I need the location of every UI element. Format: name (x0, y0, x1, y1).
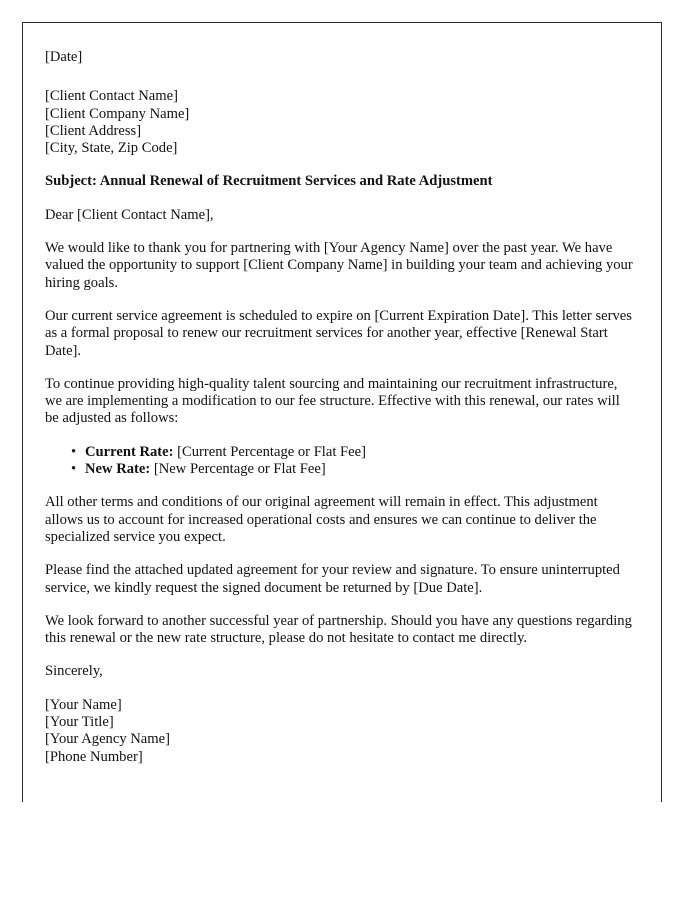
rate-list (45, 444, 635, 479)
signature-line: [Your Agency Name] (45, 731, 170, 748)
paragraph-expiration: Our current service agreement is scheduled to expire on [Current Expiration Date]. This letter serves as a formal proposal to renew our recruitment services for another year, effective [Renewal Start Date]. (45, 307, 632, 359)
paragraph-terms: All other terms and conditions of our original agreement will remain in effect. This adjustment allows us to account for increased operational costs and ensures we can continue to deliver the specialized service you expect. (45, 494, 598, 545)
rate-value: [New Percentage or Flat Fee] (153, 461, 326, 478)
rate-list-item (45, 461, 635, 478)
salutation: Dear [Client Contact Name], (45, 206, 214, 223)
paragraph-thanks: We would like to thank you for partnering with [Your Agency Name] over the past year. We have valued the opportunity to support [Client Company Name] in building your team and achieving your hiring goals. (45, 240, 633, 291)
rate-value: [Current Percentage or Flat Fee] (177, 443, 366, 460)
signature-line: [Your Title] (45, 714, 114, 731)
recipient-line: [City, State, Zip Code] (45, 140, 178, 157)
signature-block (45, 697, 635, 766)
paragraph-closing-remarks: We look forward to another successful year of partnership. Should you have any questions regarding this renewal or the new rate structure, please do not hesitate to contact me directly. (45, 612, 632, 647)
letter-body (45, 49, 635, 766)
rate-label: New Rate: (85, 461, 151, 478)
closing-salutation: Sincerely, (45, 663, 103, 680)
date-placeholder: [Date] (45, 49, 83, 65)
rate-label: Current Rate: (85, 443, 174, 460)
recipient-line: [Client Address] (45, 122, 142, 139)
recipient-line: [Client Contact Name] (45, 88, 178, 105)
recipient-address-block (45, 88, 635, 157)
letter-page (22, 22, 662, 802)
paragraph-fee-intro: To continue providing high-quality talent sourcing and maintaining our recruitment infrastructure, we are implementing a modification to our fee structure. Effective with this renewal, our rates will be adjusted as follows: (45, 375, 620, 427)
paragraph-attachment: Please find the attached updated agreement for your review and signature. To ensure uninterrupted service, we kindly request the signed document be returned by [Due Date]. (45, 562, 620, 596)
signature-line: [Your Name] (45, 696, 122, 713)
subject-line: Subject: Annual Renewal of Recruitment Services and Rate Adjustment (45, 173, 493, 190)
recipient-line: [Client Company Name] (45, 105, 190, 122)
signature-line: [Phone Number] (45, 748, 143, 765)
rate-list-item (45, 444, 635, 461)
